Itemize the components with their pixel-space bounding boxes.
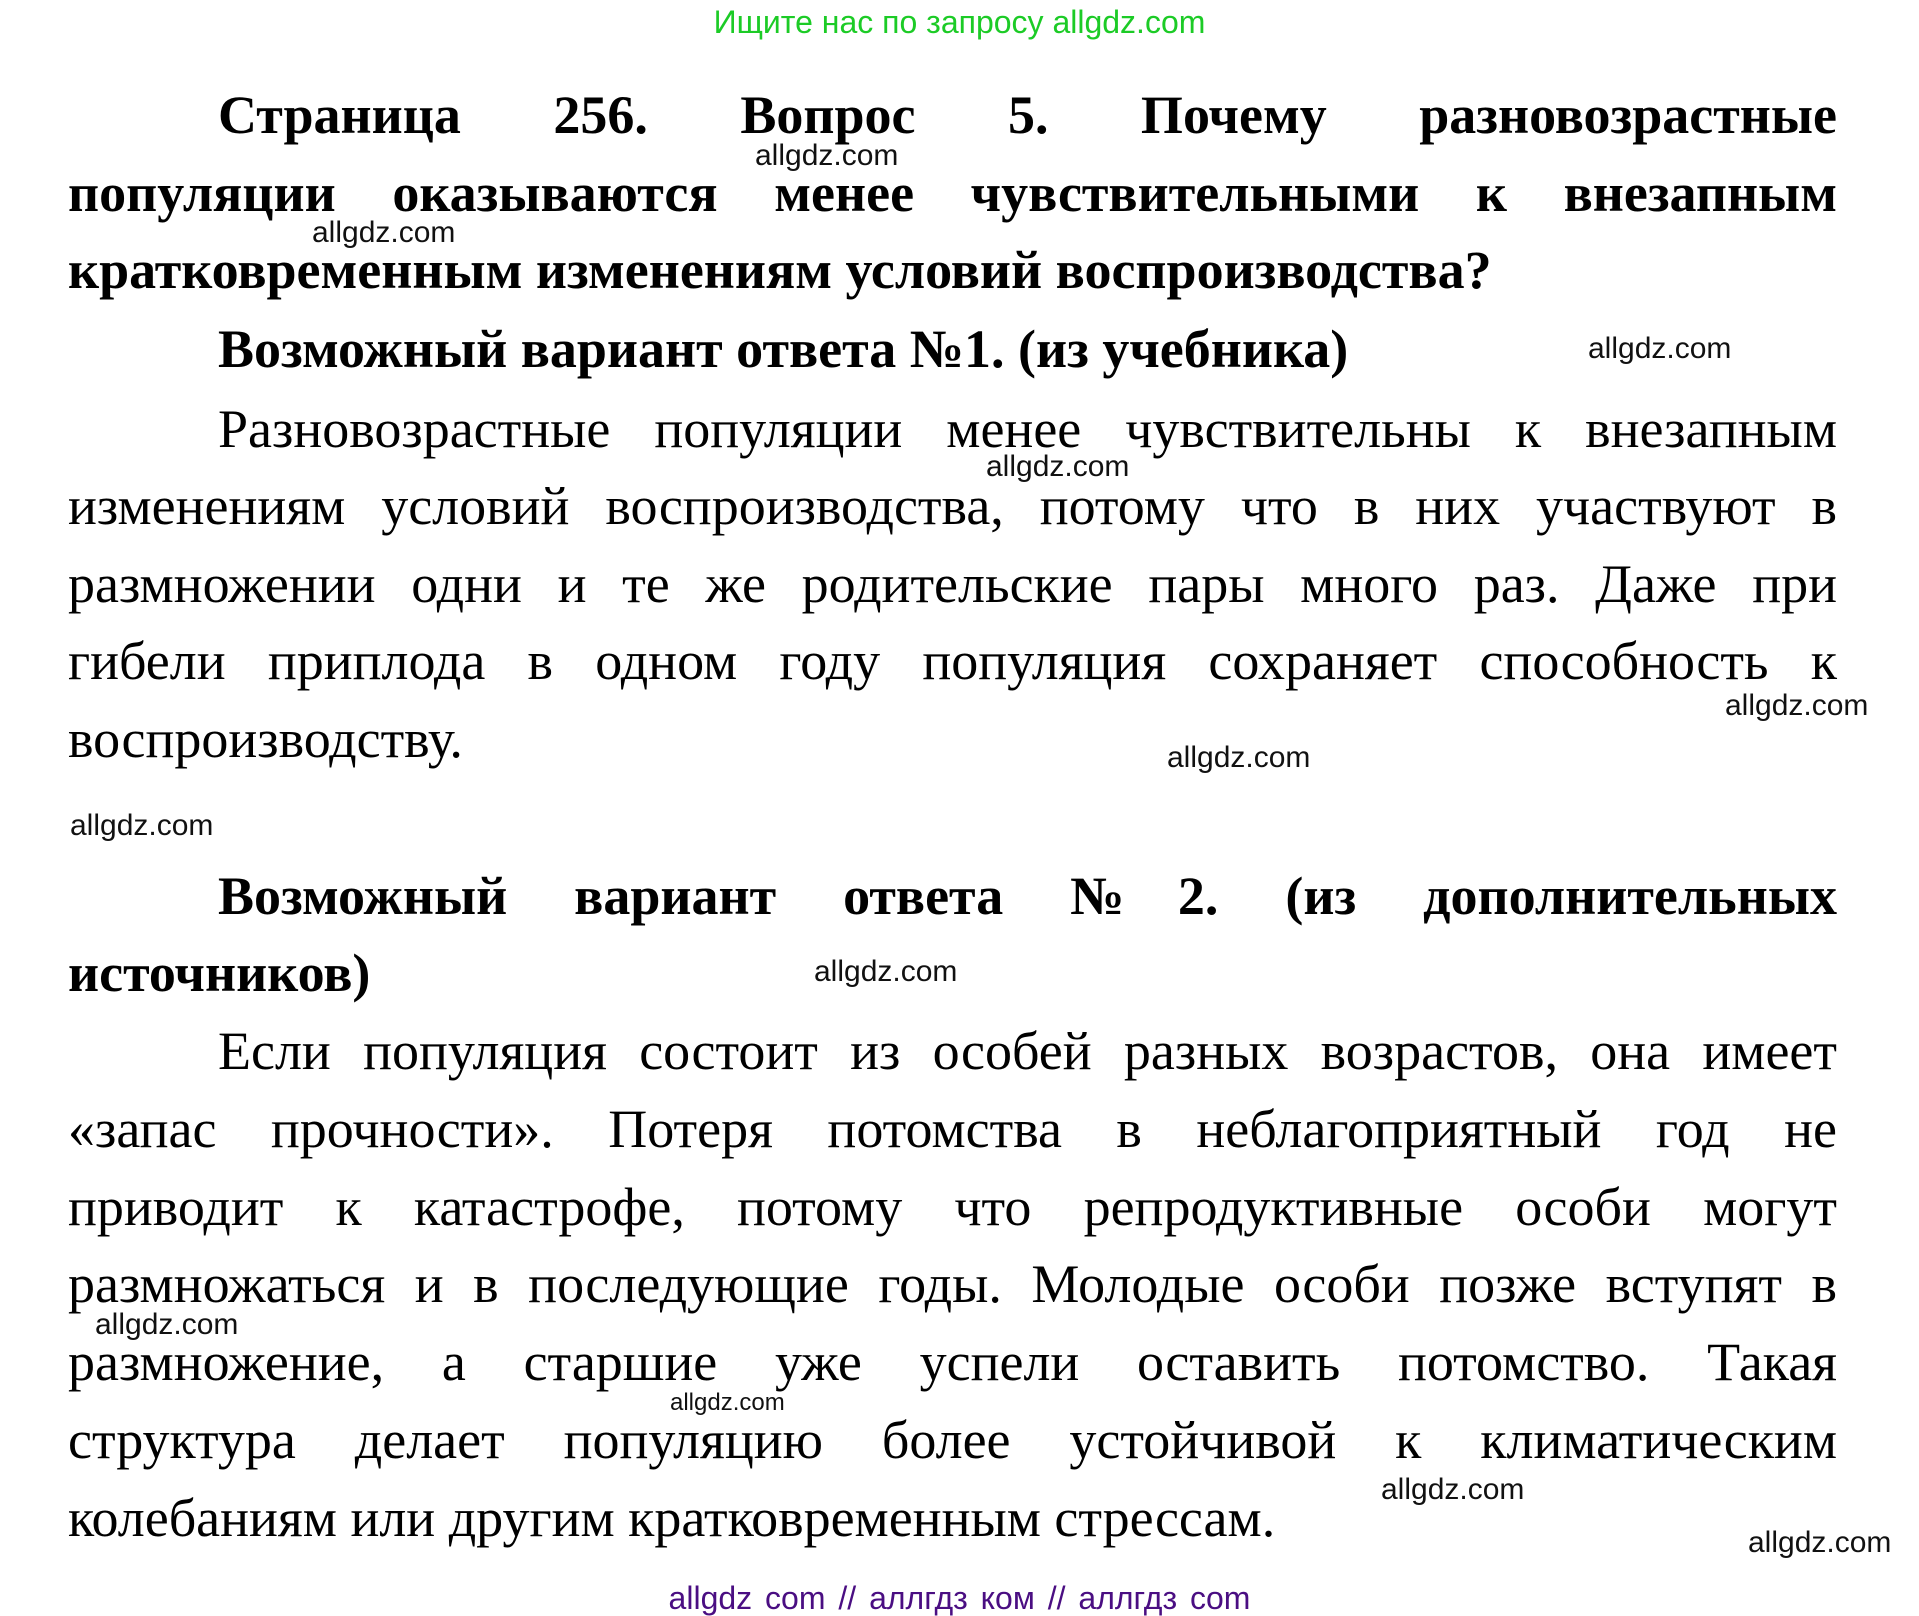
answer-2-line-1: Если популяция состоит из особей разных возрастов, она имеет <box>218 1021 1837 1081</box>
watermark: allgdz.com <box>1588 332 1732 365</box>
watermark: allgdz.com <box>1725 689 1869 722</box>
answer-2-line-2: «запас прочности». Потеря потомства в неблагоприятный год не <box>68 1099 1837 1159</box>
watermark: allgdz.com <box>1748 1526 1892 1559</box>
answer-1-line-4: гибели приплода в одном году популяция сохраняет способность к <box>68 631 1837 691</box>
answer-1-heading: Возможный вариант ответа №1. (из учебника) <box>218 319 1349 379</box>
footer-links: allgdz com // аллгдз ком // аллгдз com <box>668 1580 1251 1616</box>
answer-1-line-2: изменениям условий воспроизводства, потому что в них участвуют в <box>68 476 1837 536</box>
watermark: allgdz.com <box>814 955 958 988</box>
answer-1-line-3: размножении одни и те же родительские пары много раз. Даже при <box>68 554 1837 614</box>
watermark: allgdz.com <box>1381 1473 1525 1506</box>
answer-1-line-5: воспроизводству. <box>68 709 463 769</box>
answer-2-heading-line-2: источников) <box>68 943 371 1003</box>
watermark: allgdz.com <box>70 809 214 842</box>
answer-2-heading-line-1: Возможный вариант ответа №2. (из дополнительных <box>218 866 1837 926</box>
question-title-line-2: популяции оказываются менее чувствительными к внезапным <box>68 163 1837 223</box>
answer-2-line-4: размножаться и в последующие годы. Молодые особи позже вступят в <box>68 1254 1837 1314</box>
answer-2-line-7: колебаниям или другим кратковременным стрессам. <box>68 1488 1276 1548</box>
watermark: allgdz.com <box>986 450 1130 483</box>
question-title-line-3: кратковременным изменениям условий воспроизводства? <box>68 240 1492 300</box>
watermark: allgdz.com <box>95 1308 239 1341</box>
search-banner: Ищите нас по запросу allgdz.com <box>713 4 1206 40</box>
watermark: allgdz.com <box>312 216 456 249</box>
answer-2-line-3: приводит к катастрофе, потому что репродуктивные особи могут <box>68 1177 1837 1237</box>
watermark: allgdz.com <box>1167 741 1311 774</box>
answer-1-line-1: Разновозрастные популяции менее чувствительны к внезапным <box>218 399 1837 459</box>
watermark: allgdz.com <box>670 1389 785 1416</box>
answer-2-line-6: структура делает популяцию более устойчивой к климатическим <box>68 1410 1837 1470</box>
question-title-line-1: Страница 256. Вопрос 5. Почему разновозрастные <box>218 85 1837 145</box>
answer-2-line-5: размножение, а старшие уже успели оставить потомство. Такая <box>68 1332 1837 1392</box>
watermark: allgdz.com <box>755 139 899 172</box>
